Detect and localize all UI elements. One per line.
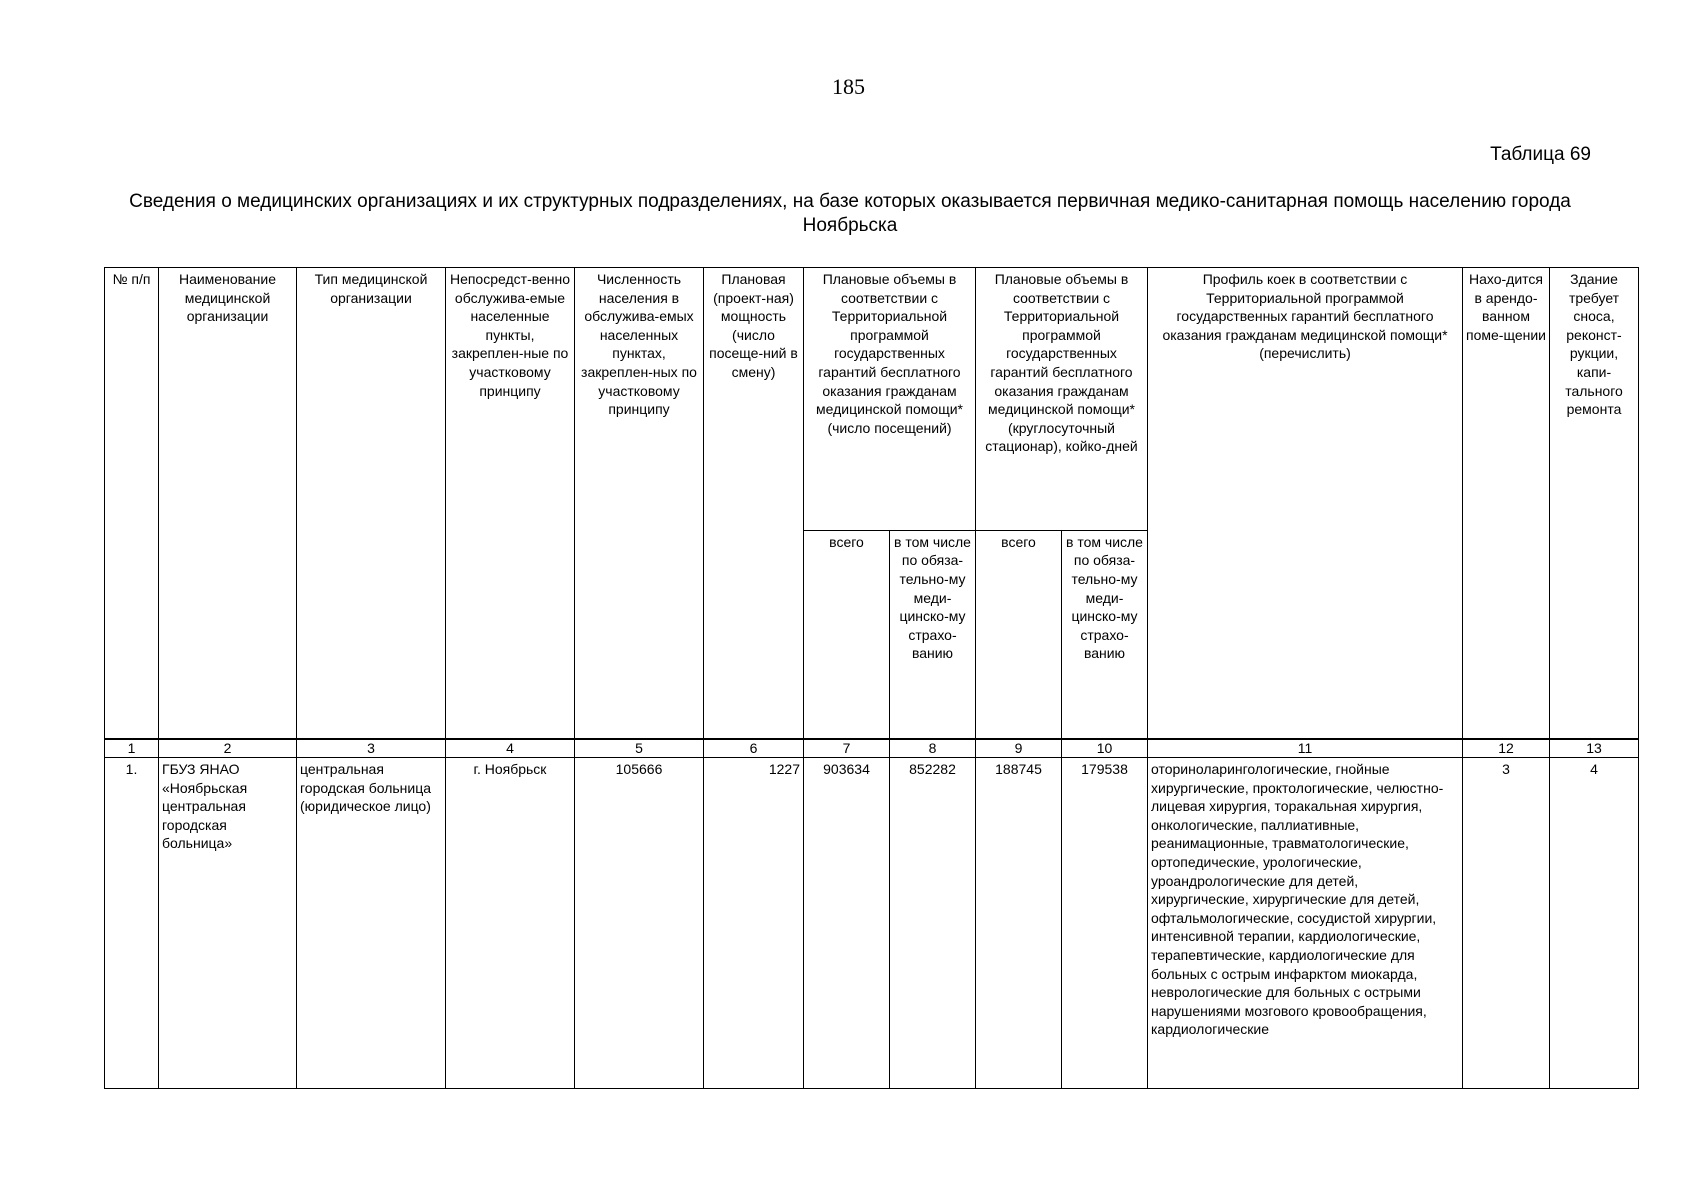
cell-bed-profile: оториноларингологические, гнойные хирургические, проктологические, челюстно-лицевая хирургия, торакальная хирургия, онкологические, паллиативные, реанимационные, травматологические, ортопедические, урологические, уроандрологические для детей, хирургические, хирургические для детей, офтальмологические, сосудистой хирургии, интенсивной терапии, кардиологические, терапевтические, кардиологические для больных с острым инфарктом миокарда, неврологические для больных с острыми нарушениями мозгового кровообращения, кардиологические (1148, 758, 1463, 1089)
table-row (105, 758, 1639, 1089)
column-number: 11 (1148, 739, 1463, 758)
cell-organization-type: центральная городская больница (юридическое лицо) (297, 758, 446, 1089)
cell-beddays-oms: 179538 (1062, 758, 1148, 1089)
header-col-name: Наименование медицинской организации (159, 268, 297, 740)
header-col-planned-visits: Плановые объемы в соответствии с Территориальной программой государственных гарантий бесплатного оказания гражданам медицинской помощи* (число посещений) (804, 268, 976, 531)
column-number: 1 (105, 739, 159, 758)
table-body (104, 738, 1639, 1089)
header-col-settlements: Непосредст-венно обслужива-емые населенные пункты, закреплен-ные по участковому принципу (446, 268, 575, 740)
column-number: 5 (575, 739, 704, 758)
cell-capacity: 1227 (704, 758, 804, 1089)
header-sub-beddays-total: всего (976, 530, 1062, 739)
header-col-population: Численность населения в обслужива-емых населенных пунктах, закреплен-ных по участковому принципу (575, 268, 704, 740)
column-number: 10 (1062, 739, 1148, 758)
cell-beddays-total: 188745 (976, 758, 1062, 1089)
column-number: 8 (890, 739, 976, 758)
table-label: Таблица 69 (1490, 144, 1591, 165)
cell-population: 105666 (575, 758, 704, 1089)
cell-rented: 3 (1463, 758, 1550, 1089)
header-sub-beddays-oms: в том числе по обяза-тельно-му меди-цинско-му страхо-ванию (1062, 530, 1148, 739)
cell-visits-total: 903634 (804, 758, 890, 1089)
column-number: 2 (159, 739, 297, 758)
cell-visits-oms: 852282 (890, 758, 976, 1089)
column-number: 3 (297, 739, 446, 758)
cell-organization-name: ГБУЗ ЯНАО «Ноябрьская центральная городская больница» (159, 758, 297, 1089)
header-col-capacity: Плановая (проект-ная) мощность (число посеще-ний в смену) (704, 268, 804, 740)
column-number: 13 (1550, 739, 1639, 758)
column-number: 4 (446, 739, 575, 758)
column-number: 12 (1463, 739, 1550, 758)
table-header (104, 267, 1639, 740)
header-col-repair: Здание требует сноса, реконст-рукции, капи-тального ремонта (1550, 268, 1639, 740)
header-col-type: Тип медицинской организации (297, 268, 446, 740)
header-col-rented: Нахо-дится в арендо-ванном поме-щении (1463, 268, 1550, 740)
column-number: 7 (804, 739, 890, 758)
header-col-number: № п/п (105, 268, 159, 740)
column-number: 6 (704, 739, 804, 758)
cell-settlements: г. Ноябрьск (446, 758, 575, 1089)
header-col-planned-beddays: Плановые объемы в соответствии с Территориальной программой государственных гарантий бесплатного оказания гражданам медицинской помощи* (круглосуточный стационар), койко-дней (976, 268, 1148, 531)
column-number: 9 (976, 739, 1062, 758)
cell-row-number: 1. (105, 758, 159, 1089)
header-sub-visits-total: всего (804, 530, 890, 739)
column-number-row (105, 739, 1639, 758)
header-col-bed-profile: Профиль коек в соответствии с Территориальной программой государственных гарантий бесплатного оказания гражданам медицинской помощи* (перечислить) (1148, 268, 1463, 740)
header-sub-visits-oms: в том числе по обяза-тельно-му меди-цинско-му страхо-ванию (890, 530, 976, 739)
cell-repair: 4 (1550, 758, 1639, 1089)
page-number: 185 (832, 74, 865, 99)
document-title: Сведения о медицинских организациях и их структурных подразделениях, на базе которых оказывается первичная медико-санитарная помощь населению города Ноябрьска (129, 191, 1571, 236)
